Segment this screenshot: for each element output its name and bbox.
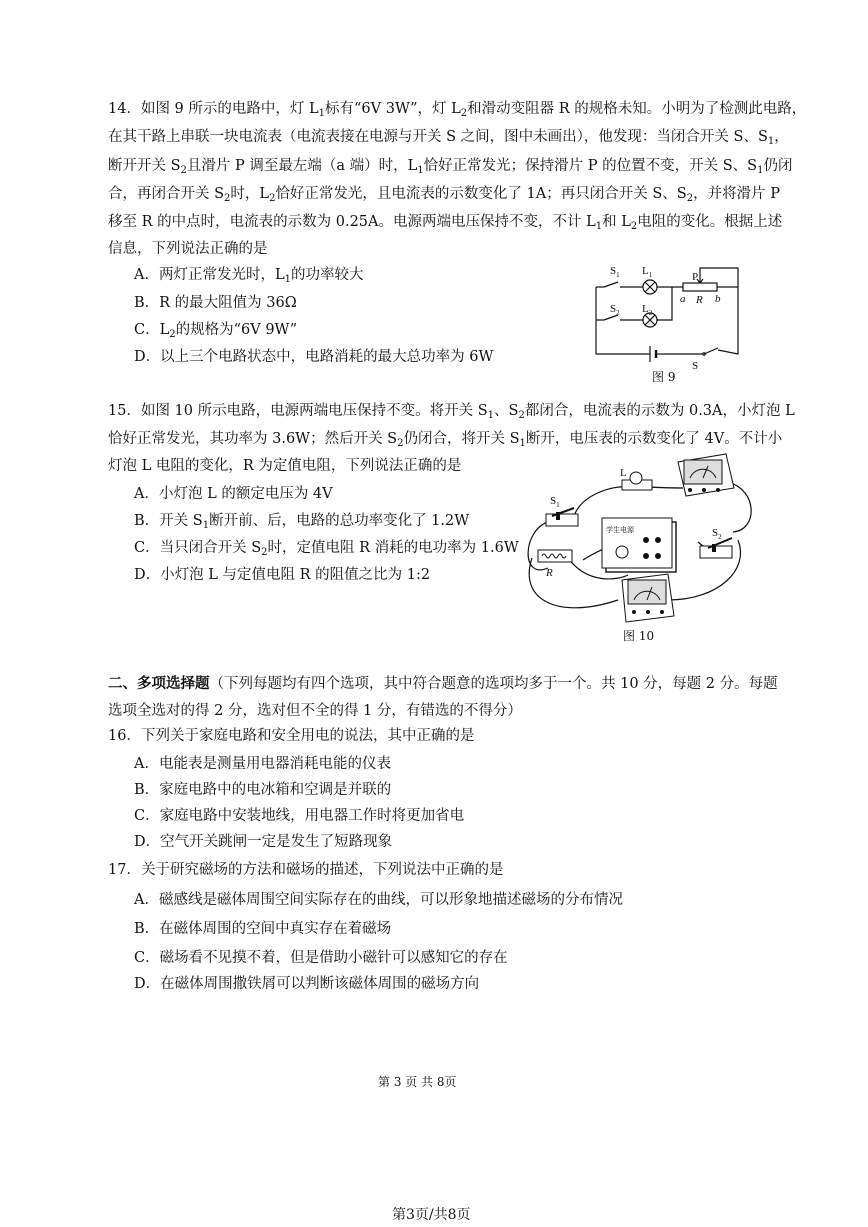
- subscript: 1: [202, 520, 210, 531]
- q14-text: 和滑动变阻器 R 的规格未知。小明为了检测此电路，: [467, 101, 807, 117]
- q14-option-c: [134, 321, 297, 344]
- subscript: 1: [595, 221, 603, 232]
- q14-option-b: B．R 的最大阻值为 36Ω: [134, 295, 297, 311]
- q15-option-a: A．小灯泡 L 的额定电压为 4V: [134, 486, 333, 502]
- figure-9-caption: 图 9: [652, 370, 676, 384]
- q17-option-a: A．磁感线是磁体周围空间实际存在的曲线，可以形象地描述磁场的分布情况: [134, 892, 623, 908]
- fig9-label-b: b: [715, 293, 721, 305]
- q14-line6: 信息，下列说法正确的是: [108, 241, 268, 257]
- section-2-line2: 选项全选对的得 2 分，选对但不全的得 1 分，有错选的不得分）: [108, 703, 522, 719]
- subscript: 2: [397, 438, 404, 449]
- option-text: 时，定值电阻 R 消耗的电功率为 1.6W: [267, 540, 519, 556]
- q14-text: 在其干路上串联一块电流表（电流表接在电源与开关 S 之间，图中未画出），他发现：当闭合开关 S、S: [108, 129, 768, 145]
- fig9-label-s1: $S_1$: [610, 265, 620, 279]
- subscript: 1: [767, 136, 775, 147]
- fig9-label-l1: $L_1$: [642, 265, 653, 279]
- q17-option-d: D．在磁体周围撒铁屑可以判断该磁体周围的磁场方向: [134, 976, 480, 992]
- q14-line1: [108, 100, 806, 123]
- subscript: 2: [224, 193, 231, 204]
- switch-s1-icon: [546, 508, 578, 526]
- fig9-label-r: R: [696, 294, 703, 306]
- section-2-desc: （下列每题均有四个选项，其中符合题意的选项均多于一个。共 10 分，每题 2 分。每题: [209, 676, 778, 692]
- figure-10-caption: 图 10: [623, 629, 655, 643]
- q15-text: 都闭合，电流表的示数为 0.3A，小灯泡 L: [524, 403, 795, 419]
- q15-text: 仍闭合，将开关 S: [403, 431, 520, 447]
- q14-line5: [108, 213, 782, 236]
- fig10-label-s1: $S_1$: [550, 495, 560, 509]
- q17-option-b: B．在磁体周围的空间中真实存在着磁场: [134, 921, 392, 937]
- q15-option-c: [134, 539, 519, 562]
- option-text: C．L: [134, 322, 170, 338]
- q14-text: 移至 R 的中点时，电流表的示数为 0.25A。电源两端电压保持不变，不计 L: [108, 214, 596, 230]
- q14-text: 电阻的变化。根据上述: [637, 214, 783, 230]
- voltmeter-icon: [622, 574, 674, 622]
- q14-line4: [108, 185, 780, 208]
- resistor-icon: [538, 550, 572, 562]
- q14-text: 且滑片 P 调至最左端（a 端）时，L: [186, 158, 418, 174]
- subscript: 2: [686, 193, 694, 204]
- option-text: 的功率较大: [290, 267, 364, 283]
- page-indicator: 第3页/共8页: [392, 1207, 471, 1223]
- q14-text: 合，再闭合开关 S: [108, 186, 225, 202]
- q15-text: 断开，电压表的示数变化了 4V。不计小: [525, 431, 783, 447]
- subscript: 1: [519, 438, 526, 449]
- fig10-label-r: R: [546, 567, 553, 579]
- q14-option-a: [134, 266, 363, 289]
- q14-text: 恰好正常发光，且电流表的示数变化了 1A；再只闭合开关 S、S: [275, 186, 687, 202]
- q14-option-d: D．以上三个电路状态中，电路消耗的最大总功率为 6W: [134, 349, 494, 365]
- subscript: 2: [269, 193, 276, 204]
- subscript: 1: [487, 410, 495, 421]
- subscript: 1: [417, 165, 424, 176]
- q16-stem: 16．下列关于家庭电路和安全用电的说法，其中正确的是: [108, 728, 475, 744]
- fig10-power-label: 学生电源: [606, 526, 634, 534]
- subscript: 2: [630, 221, 638, 232]
- q15-option-b: [134, 512, 469, 535]
- q16-option-d: D．空气开关跳闸一定是发生了短路现象: [134, 834, 393, 850]
- subscript: 1: [757, 165, 764, 176]
- q14-text: 恰好正常发光；保持滑片 P 的位置不变，开关 S、S: [423, 158, 758, 174]
- ammeter-icon: [678, 454, 734, 496]
- figure-10-apparatus: [518, 450, 763, 628]
- q14-line2: 在其干路上串联一块电流表（电流表接在电源与开关 S 之间，图中未画出），他发现：当闭合开关 S、$S_1$，: [108, 129, 789, 147]
- q14-text: 时，L: [230, 186, 270, 202]
- option-text: C．当只闭合开关 S: [134, 540, 262, 556]
- q15-option-d: D．小灯泡 L 与定值电阻 R 的阻值之比为 1:2: [134, 567, 431, 583]
- q16-option-b: B．家庭电路中的电冰箱和空调是并联的: [134, 782, 392, 798]
- option-text: 的规格为“6V 9W”: [175, 322, 298, 338]
- fig10-label-s2: $S_2$: [712, 527, 722, 541]
- fig9-label-l2: $L_2$: [642, 303, 653, 317]
- subscript: 2: [180, 165, 187, 176]
- option-text: A．两灯正常发光时，L: [134, 267, 285, 283]
- subscript: 2: [169, 329, 176, 340]
- subscript: 1: [284, 274, 291, 285]
- fig9-label-s: S: [692, 360, 699, 372]
- q14-text: ，并将滑片 P: [693, 186, 780, 202]
- section-2-heading: 二、多项选择题: [108, 675, 210, 692]
- option-text: 断开前、后，电路的总功率变化了 1.2W: [209, 513, 470, 529]
- q16-option-c: C．家庭电路中安装地线，用电器工作时将更加省电: [134, 808, 465, 824]
- q14-text: 14．如图 9 所示的电路中，灯 L: [108, 101, 319, 117]
- q15-text: 15．如图 10 所示电路，电源两端电压保持不变。将开关 S: [108, 403, 488, 419]
- q14-text: 标有“6V 3W”，灯 L: [325, 101, 461, 117]
- q14-line3: [108, 157, 792, 180]
- subscript: 2: [518, 410, 525, 421]
- option-text: B．开关 S: [134, 513, 203, 529]
- q15-line3: 灯泡 L 电阻的变化，R 为定值电阻，下列说法正确的是: [108, 458, 462, 474]
- q17-stem: 17．关于研究磁场的方法和磁场的描述，下列说法中正确的是: [108, 862, 504, 878]
- q15-line1: [108, 402, 795, 425]
- fig9-label-a: a: [680, 293, 686, 305]
- fig10-label-l: L: [620, 467, 627, 479]
- q17-option-c: C．磁场看不见摸不着，但是借助小磁针可以感知它的存在: [134, 950, 508, 966]
- section-2-line1: [108, 675, 778, 693]
- subscript: 2: [460, 108, 468, 119]
- fig9-label-p: P: [692, 271, 699, 283]
- subscript: 1: [318, 108, 326, 119]
- q15-text: 、S: [494, 403, 519, 419]
- q15-text: 恰好正常发光，其功率为 3.6W；然后开关 S: [108, 431, 398, 447]
- figure-9-circuit: [588, 262, 748, 372]
- fig9-label-s2: $S_2$: [610, 303, 620, 317]
- q16-option-a: A．电能表是测量用电器消耗电能的仪表: [134, 756, 391, 772]
- q14-text: 断开开关 S: [108, 158, 181, 174]
- q14-text: 和 L: [602, 214, 631, 230]
- q14-text: 仍闭: [763, 158, 793, 174]
- page-number: 第 3 页 共 8页: [378, 1075, 457, 1089]
- switch-s2-icon: [700, 538, 732, 558]
- subscript: 2: [261, 547, 268, 558]
